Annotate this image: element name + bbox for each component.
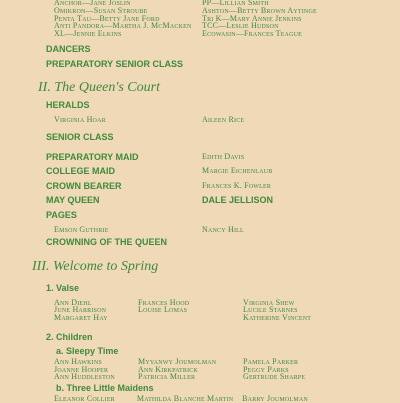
role-college-maid-name: Margie Eichenlaub — [202, 166, 273, 175]
page-name-1: Emson Guthrie — [54, 225, 109, 234]
section-3-name: Welcome to Spring — [53, 259, 159, 274]
herald-name-1: Virginia Hoar — [54, 115, 106, 124]
top-name-left-4: Anti Pandora—Martha J. McMacken — [54, 21, 192, 30]
section-3-numeral: III. — [32, 259, 50, 274]
sleepy-col2-1: Myyanwy Joumolman — [138, 357, 217, 366]
dancers-heading: DANCERS — [46, 44, 91, 54]
three-little-maidens-heading: b. Three Little Maidens — [56, 383, 154, 393]
sleepy-col2-2: Ann Kirkpatrick — [138, 365, 199, 374]
top-name-right-2: Ashton—Betty Brown Aytinge — [202, 6, 317, 15]
valse-col3-2: Lucile Starnes — [243, 305, 298, 314]
sleepy-col3-2: Peggy Parks — [243, 365, 289, 374]
heralds-heading: HERALDS — [46, 100, 90, 110]
role-may-queen-name: DALE JELLISON — [202, 195, 274, 205]
sleepy-col1-2: Joanne Hooper — [54, 365, 109, 374]
top-name-left-1: Anchor—Jane Joslin — [54, 0, 131, 7]
herald-name-2: Aileen Rice — [202, 115, 245, 124]
valse-col3-1: Virginia Shew — [243, 298, 295, 307]
pages-heading: PAGES — [46, 210, 77, 220]
sleepy-col1-1: Ann Hawkins — [54, 357, 102, 366]
top-name-left-3: Penta Tau—Betty Jane Ford — [54, 14, 160, 23]
top-name-right-3: Tri K—Mary Annie Jenkins — [202, 14, 302, 23]
role-crown-bearer-name: Frances K. Fowler — [202, 181, 272, 190]
role-preparatory-maid-name: Edith Davis — [202, 152, 245, 161]
section-2-numeral: II. — [38, 80, 51, 95]
valse-heading: 1. Valse — [46, 283, 80, 293]
sleepy-time-heading: a. Sleepy Time — [56, 346, 119, 356]
preparatory-senior-class-heading: PREPARATORY SENIOR CLASS — [46, 59, 184, 69]
section-2-title — [38, 80, 160, 96]
sleepy-col2-3: Patricia Miller — [138, 372, 196, 381]
role-college-maid: COLLEGE MAID — [46, 166, 115, 176]
valse-col2-2: Louise Lomas — [138, 305, 188, 314]
senior-class-heading: SENIOR CLASS — [46, 132, 114, 142]
top-name-left-5: XL—Jennie Elkins — [54, 29, 122, 38]
section-3-title — [32, 259, 158, 275]
role-may-queen: MAY QUEEN — [46, 195, 100, 205]
valse-col1-2: June Harrison — [54, 305, 107, 314]
top-name-right-1: PP—Lillian Smith — [202, 0, 269, 7]
three-little-maidens-names: Eleanor Collier Mathilda Blanche Martin Barry Joumolman — [54, 394, 308, 403]
role-crown-bearer: CROWN BEARER — [46, 181, 122, 191]
sleepy-col3-1: Pamela Parker — [243, 357, 299, 366]
section-2-name: The Queen's Court — [54, 80, 160, 95]
crowning-heading: CROWNING OF THE QUEEN — [46, 237, 167, 247]
valse-col2-1: Frances Hood — [138, 298, 190, 307]
valse-col1-3: Margaret Hay — [54, 313, 108, 322]
sleepy-col3-3: Gertrude Sharpe — [243, 372, 306, 381]
valse-col3-3: Katherine Vincent — [243, 313, 312, 322]
top-name-right-5: Ecowasin—Frances Teague — [202, 29, 303, 38]
valse-col1-1: Ann Diehl — [54, 298, 92, 307]
page-name-2: Nancy Hill — [202, 225, 244, 234]
top-name-right-4: TCC—Leslie Hudson — [202, 21, 279, 30]
sleepy-col1-3: Ann Huddleston — [54, 372, 115, 381]
role-preparatory-maid: PREPARATORY MAID — [46, 152, 139, 162]
children-heading: 2. Children — [46, 332, 93, 342]
top-name-left-2: Omikron—Susan Stroube — [54, 6, 148, 15]
